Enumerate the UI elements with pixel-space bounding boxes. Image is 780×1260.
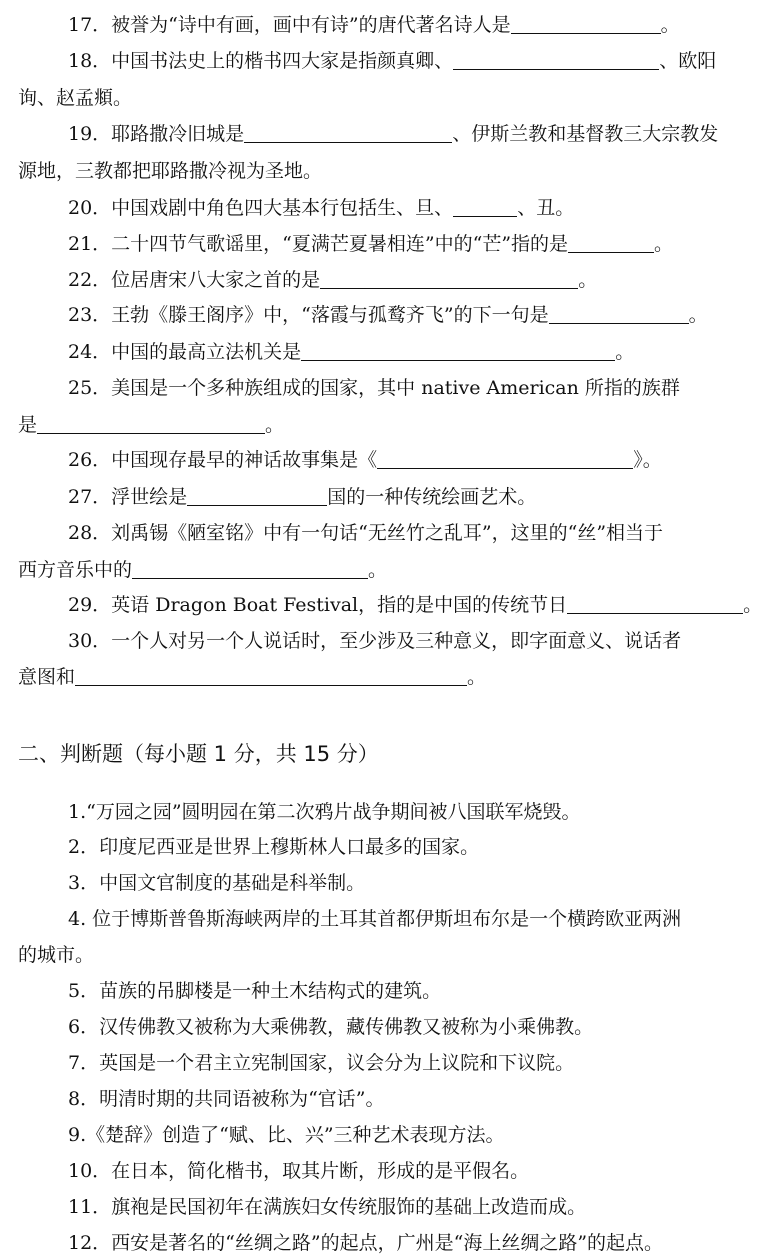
question-text: 20．中国戏剧中角色四大基本行包括生、旦、 — [68, 197, 454, 219]
question-text: 。 — [578, 269, 598, 291]
question-text: 29．英语 Dragon Boat Festival，指的是中国的传统节日 — [68, 594, 568, 616]
question-text: 26．中国现存最早的神话故事集是《 — [68, 449, 378, 471]
answer-blank[interactable] — [453, 197, 517, 217]
question-text: 28．刘禹锡《陋室铭》中有一句话“无丝竹之乱耳”，这里的“丝”相当于 — [68, 522, 664, 544]
question-21 — [0, 229, 780, 256]
tf-item: 11．旗袍是民国初年在满族妇女传统服饰的基础上改造而成。 — [68, 1196, 587, 1218]
question-27 — [0, 482, 780, 509]
tf-item: 3．中国文官制度的基础是科举制。 — [68, 872, 366, 894]
question-text: 》。 — [633, 449, 662, 471]
answer-blank[interactable] — [568, 233, 654, 253]
question-30-cont — [0, 662, 780, 689]
question-text: 18．中国书法史上的楷书四大家是指颜真卿、 — [68, 50, 454, 72]
question-text: 。 — [688, 304, 708, 326]
question-30 — [0, 626, 780, 653]
question-24 — [0, 337, 780, 364]
question-text: 、欧阳 — [659, 50, 717, 72]
question-28 — [0, 518, 780, 545]
tf-item: 1.“万园之园”圆明园在第二次鸦片战争期间被八国联军烧毁。 — [68, 801, 581, 823]
tf-item: 9.《楚辞》创造了“赋、比、兴”三种艺术表现方法。 — [68, 1124, 505, 1146]
question-18-cont — [0, 83, 780, 110]
question-text: 西方音乐中的 — [18, 559, 133, 581]
tf-item: 12．西安是著名的“丝绸之路”的起点，广州是“海上丝绸之路”的起点。 — [68, 1232, 664, 1254]
question-text: 21．二十四节气歌谣里，“夏满芒夏暑相连”中的“芒”指的是 — [68, 233, 569, 255]
question-text: 30．一个人对另一个人说话时，至少涉及三种意义，即字面意义、说话者 — [68, 630, 682, 652]
tf-item: 6．汉传佛教又被称为大乘佛教，藏传佛教又被称为小乘佛教。 — [68, 1016, 594, 1038]
answer-blank[interactable] — [75, 666, 467, 686]
question-text: 23．王勃《滕王阁序》中，“落霞与孤鹜齐飞”的下一句是 — [68, 304, 549, 326]
question-23 — [0, 300, 780, 327]
question-26 — [0, 445, 780, 472]
tf-item-cont: 的城市。 — [18, 944, 95, 966]
question-text: 。 — [615, 341, 635, 363]
answer-blank[interactable] — [549, 304, 689, 324]
question-text: 。 — [660, 14, 680, 36]
question-text: 27．浮世绘是 — [68, 486, 188, 508]
answer-blank[interactable] — [377, 449, 633, 469]
question-text: 17．被誉为“诗中有画，画中有诗”的唐代著名诗人是 — [68, 14, 511, 36]
answer-blank[interactable] — [453, 50, 659, 70]
question-28-cont — [0, 555, 780, 582]
answer-blank[interactable] — [187, 486, 327, 506]
question-text: 。 — [467, 666, 487, 688]
answer-blank[interactable] — [132, 559, 368, 579]
question-19-cont — [0, 156, 780, 183]
question-text: 、伊斯兰教和基督教三大宗教发 — [452, 123, 719, 145]
question-18 — [0, 46, 780, 73]
question-text: 源地，三教都把耶路撒冷视为圣地。 — [18, 160, 323, 182]
tf-item: 5．苗族的吊脚楼是一种土木结构式的建筑。 — [68, 980, 442, 1002]
question-25-cont — [0, 410, 780, 437]
question-text: 意图和 — [18, 666, 76, 688]
tf-item: 4. 位于博斯普鲁斯海峡两岸的土耳其首都伊斯坦布尔是一个横跨欧亚两洲 — [68, 908, 682, 930]
question-text: 19．耶路撒冷旧城是 — [68, 123, 245, 145]
question-text: 24．中国的最高立法机关是 — [68, 341, 302, 363]
answer-blank[interactable] — [320, 269, 578, 289]
tf-item: 10．在日本，简化楷书，取其片断，形成的是平假名。 — [68, 1160, 530, 1182]
question-25 — [0, 373, 780, 400]
tf-item: 7．英国是一个君主立宪制国家，议会分为上议院和下议院。 — [68, 1052, 575, 1074]
question-text: 。 — [368, 559, 388, 581]
question-22 — [0, 265, 780, 292]
answer-blank[interactable] — [244, 123, 452, 143]
tf-item: 8．明清时期的共同语被称为“官话”。 — [68, 1088, 385, 1110]
question-20 — [0, 193, 780, 220]
question-text: 。 — [654, 233, 674, 255]
section-heading: 二、判断题（每小题 1 分，共 15 分） — [18, 742, 379, 766]
question-29 — [0, 590, 780, 617]
question-19 — [0, 119, 780, 146]
question-text: 。 — [743, 594, 763, 616]
answer-blank[interactable] — [567, 594, 743, 614]
question-text: 询、赵孟頫。 — [18, 87, 133, 109]
answer-blank[interactable] — [37, 414, 265, 434]
question-text: 。 — [265, 414, 285, 436]
question-text: 国的一种传统绘画艺术。 — [327, 486, 537, 508]
question-text: 、丑。 — [517, 197, 575, 219]
question-17 — [0, 10, 780, 37]
answer-blank[interactable] — [511, 14, 661, 34]
question-text: 22．位居唐宋八大家之首的是 — [68, 269, 321, 291]
answer-blank[interactable] — [301, 341, 615, 361]
question-text: 是 — [18, 414, 38, 436]
tf-item: 2．印度尼西亚是世界上穆斯林人口最多的国家。 — [68, 836, 480, 858]
question-text: 25．美国是一个多种族组成的国家，其中 native American 所指的族群 — [68, 377, 680, 399]
